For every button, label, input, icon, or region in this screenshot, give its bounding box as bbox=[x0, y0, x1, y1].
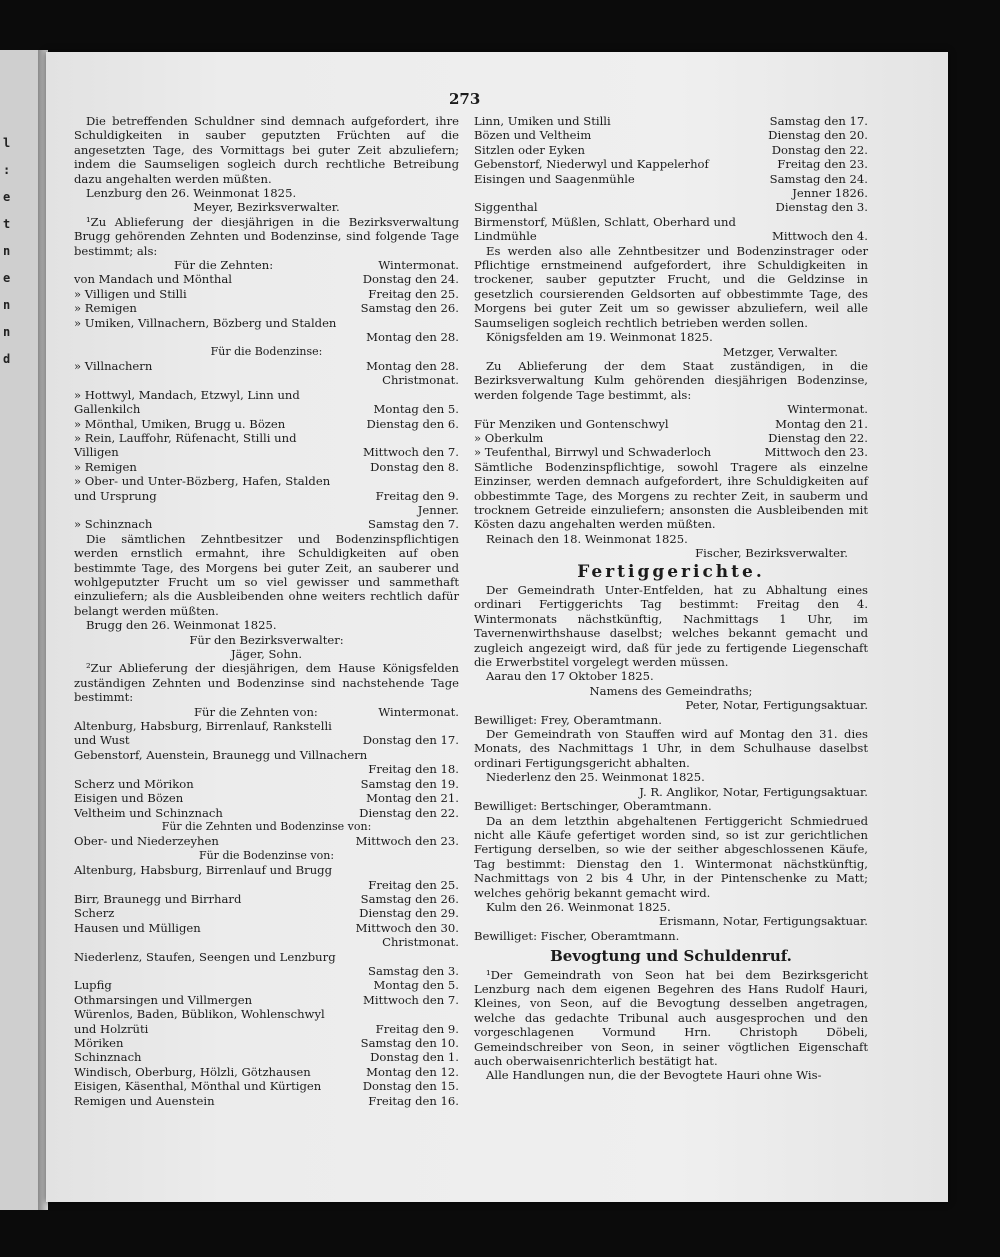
delivery-date: Montag den 5. bbox=[373, 402, 459, 417]
list-item bbox=[74, 950, 459, 964]
table-subheader: Für die Zehnten und Bodenzinse von: bbox=[161, 819, 372, 833]
place-name: Ober- und Niederzeyhen bbox=[74, 834, 219, 849]
list-item bbox=[74, 1050, 459, 1064]
list-item bbox=[74, 762, 459, 776]
place-name: Lupfig bbox=[74, 978, 112, 993]
delivery-date: Freitag den 9. bbox=[375, 1021, 459, 1036]
paragraph: Es werden also alle Zehntbesitzer und Bodenzinstrager oder Pflichtige ernstmeinend aufgefordert, ihre Schuldigkeiten in trockener, sauber geputzter Frucht, und die Geldzinse in gesetzlich coursierenden Geldsorten auf obbestimmte Tage, des Morgens bei guter Zeit um so gewisser abzuliefern, weil alle Saumseligen sogleich rechtlich betrieben werden sollen. bbox=[474, 243, 868, 330]
list-item bbox=[74, 777, 459, 791]
delivery-date: Dienstag den 22. bbox=[359, 805, 459, 820]
list-item bbox=[74, 921, 459, 935]
delivery-date: Dienstag den 20. bbox=[768, 128, 868, 143]
paragraph: Sämtliche Bodenzinspflichtige, sowohl Tragere als einzelne Einzinser, werden demnach aufgefordert, ihre Schuldigkeiten auf obbestimmte Tage, des Morgens zu rechter Zeit, in sauberm und trocknem Getreide einzuliefern; ansonsten die Ausbleibenden mit Kösten dazu angehalten werden müßten. bbox=[474, 459, 868, 532]
list-item bbox=[74, 719, 459, 733]
delivery-date: Dienstag den 29. bbox=[359, 906, 459, 921]
month-label: Wintermonat. bbox=[787, 402, 868, 417]
schedule-list bbox=[74, 863, 459, 1108]
left-column bbox=[74, 114, 459, 1108]
list-item bbox=[74, 1094, 459, 1108]
list-item bbox=[474, 186, 868, 200]
paragraph: Zu Ablieferung der dem Staat zuständigen, in die Bezirksverwaltung Kulm gehörenden diesjährigen Bodenzinse, werden folgende Tage bestimmt, als: bbox=[474, 358, 868, 402]
place-name: » Villnachern bbox=[74, 358, 153, 373]
place-name: » Remigen bbox=[74, 459, 137, 474]
list-item bbox=[74, 878, 459, 892]
previous-page-text: l : e t n e n n d bbox=[3, 136, 11, 366]
list-item bbox=[74, 1007, 459, 1021]
place-name: » Schinznach bbox=[74, 517, 153, 532]
table-subheader: Für die Bodenzinse: bbox=[210, 344, 323, 358]
signature: Jäger, Sohn. bbox=[230, 647, 303, 662]
list-item bbox=[74, 431, 459, 445]
list-item bbox=[474, 431, 868, 445]
list-item bbox=[474, 445, 868, 459]
dateline: Königsfelden am 19. Weinmonat 1825. bbox=[486, 330, 713, 345]
delivery-date: Montag den 28. bbox=[366, 330, 459, 345]
place-name: Lindmühle bbox=[474, 229, 537, 244]
schedule-list bbox=[474, 114, 868, 244]
place-name: Villigen bbox=[74, 445, 119, 460]
signature: Erismann, Notar, Fertigungsaktuar. bbox=[658, 914, 868, 929]
paragraph: Alle Handlungen nun, die der Bevogtete Hauri ohne Wis- bbox=[486, 1068, 822, 1083]
list-item bbox=[74, 993, 459, 1007]
list-item bbox=[474, 172, 868, 186]
delivery-date: Samstag den 3. bbox=[368, 963, 459, 978]
previous-page-edge bbox=[0, 50, 39, 1210]
paragraph: Der Gemeindrath von Stauffen wird auf Montag den 31. dies Monats, des Nachmittags 1 Uhr, in dem Schulhause daselbst ordinari Fertigungsgericht abhalten. bbox=[474, 727, 868, 770]
list-item bbox=[74, 316, 459, 330]
dateline: Kulm den 26. Weinmonat 1825. bbox=[486, 899, 671, 914]
approval-line: Bewilliget: Frey, Oberamtmann. bbox=[474, 712, 662, 727]
place-name: Windisch, Oberburg, Hölzli, Götzhausen bbox=[74, 1064, 311, 1079]
delivery-date: Donstag den 22. bbox=[771, 142, 868, 157]
paragraph: ²Zur Ablieferung der diesjährigen, dem Hause Königsfelden zuständigen Zehnten und Bodenzinse sind nachstehende Tage bestimmt: bbox=[74, 661, 459, 705]
place-name: » Ober- und Unter-Bözberg, Hafen, Stalden bbox=[74, 474, 331, 489]
paragraph: Die sämtlichen Zehntbesitzer und Bodenzinspflichtigen werden ernstlich ermahnt, ihre Schuldigkeiten auf oben bestimmte Tage, des Morgens bei guter Zeit, an sauberer und wohlgeputzter Frucht um so viel gewisser und sammethaft einzuliefern; als die Ausbleibenden ohne weiters rechtlich dafür belangt werden müßten. bbox=[74, 531, 459, 618]
place-name: Linn, Umiken und Stilli bbox=[474, 114, 611, 128]
delivery-date: Montag den 21. bbox=[366, 791, 459, 806]
place-name: Hausen und Mülligen bbox=[74, 920, 201, 935]
delivery-date: Freitag den 9. bbox=[375, 488, 459, 503]
delivery-date: Christmonat. bbox=[382, 373, 459, 388]
dateline: Brugg den 26. Weinmonat 1825. bbox=[86, 618, 277, 633]
list-item bbox=[74, 402, 459, 416]
list-item bbox=[474, 215, 868, 229]
list-item bbox=[474, 114, 868, 128]
schedule-list bbox=[74, 272, 459, 344]
place-name: Bözen und Veltheim bbox=[474, 128, 592, 143]
list-item bbox=[74, 388, 459, 402]
place-name: Möriken bbox=[74, 1036, 124, 1050]
place-name: Eisigen und Bözen bbox=[74, 791, 184, 806]
approval-line: Bewilliget: Bertschinger, Oberamtmann. bbox=[474, 799, 712, 814]
list-item bbox=[74, 503, 459, 517]
list-item bbox=[474, 157, 868, 171]
paragraph: ¹Der Gemeindrath von Seon hat bei dem Bezirksgericht Lenzburg nach dem eigenen Begehren des Hans Rudolf Hauri, Kleines, von Seon, auf die Bevogtung desselben angetragen, welche das gedachte Tribunal auch ausgesprochen und den vorgeschlagenen Vormund Hrn. Christoph Döbeli, Gemeindschreiber von Seon, in seiner vögtlichen Eigenschaft auch oberwaisenrichterlich bestätigt hat. bbox=[474, 967, 868, 1068]
delivery-date: Mittwoch den 7. bbox=[363, 992, 459, 1007]
list-item bbox=[74, 460, 459, 474]
place-name: Scherz und Mörikon bbox=[74, 776, 194, 791]
place-name: Würenlos, Baden, Büblikon, Wohlenschwyl bbox=[74, 1007, 325, 1022]
list-item bbox=[474, 417, 868, 431]
place-name: Sitzlen oder Eyken bbox=[474, 142, 585, 157]
place-name: Scherz bbox=[74, 906, 115, 921]
approval-line: Bewilliget: Fischer, Oberamtmann. bbox=[474, 928, 680, 943]
list-item bbox=[74, 445, 459, 459]
signature: Peter, Notar, Fertigungsaktuar. bbox=[685, 698, 868, 713]
place-name: Veltheim und Schinznach bbox=[74, 805, 223, 820]
signature: Metzger, Verwalter. bbox=[722, 344, 838, 359]
section-heading: Bevogtung und Schuldenruf. bbox=[550, 947, 792, 966]
place-name: Remigen und Auenstein bbox=[74, 1093, 215, 1108]
delivery-date: Jenner. bbox=[417, 502, 459, 517]
list-item bbox=[74, 863, 459, 877]
place-name: und Ursprung bbox=[74, 488, 157, 503]
place-name: Eisingen und Saagenmühle bbox=[474, 171, 635, 186]
place-name: Othmarsingen und Villmergen bbox=[74, 992, 253, 1007]
list-item bbox=[74, 287, 459, 301]
delivery-date: Donstag den 1. bbox=[370, 1050, 459, 1065]
delivery-date: Montag den 12. bbox=[366, 1064, 459, 1079]
place-name: » Oberkulm bbox=[474, 430, 544, 445]
list-item bbox=[74, 733, 459, 747]
place-name: von Mandach und Mönthal bbox=[74, 272, 233, 287]
delivery-date: Freitag den 25. bbox=[368, 877, 459, 892]
place-name: » Villigen und Stilli bbox=[74, 286, 187, 301]
place-name: Niederlenz, Staufen, Seengen und Lenzburg bbox=[74, 949, 336, 964]
delivery-date: Donstag den 8. bbox=[370, 459, 459, 474]
list-item bbox=[74, 417, 459, 431]
schedule-list bbox=[474, 417, 868, 460]
delivery-date: Freitag den 18. bbox=[368, 762, 459, 777]
place-name: Für Menziken und Gontenschwyl bbox=[474, 416, 669, 431]
delivery-date: Donstag den 15. bbox=[362, 1079, 459, 1094]
paragraph: Der Gemeindrath Unter-Entfelden, hat zu Abhaltung eines ordinari Fertiggerichts Tag bestimmt: Freitag den 4. Wintermonats nächstkünftig, Nachmittags 1 Uhr, im Tavernenwirthshause daselbst; welches bekannt gemacht und zugleich angezeigt wird, daß für jede zu fertigende Liegenschaft die Erwerbstitel vorgelegt werden müssen. bbox=[474, 583, 868, 670]
list-item bbox=[74, 791, 459, 805]
table-subheader: Für die Bodenzinse von: bbox=[198, 848, 335, 862]
delivery-date: Samstag den 10. bbox=[360, 1036, 459, 1050]
list-item bbox=[74, 806, 459, 820]
delivery-date: Donstag den 17. bbox=[362, 733, 459, 748]
list-item bbox=[474, 229, 868, 243]
signature: Meyer, Bezirksverwalter. bbox=[193, 200, 340, 215]
list-item bbox=[474, 128, 868, 142]
delivery-date: Jenner 1826. bbox=[792, 186, 868, 201]
schedule-list bbox=[74, 359, 459, 532]
delivery-date: Samstag den 26. bbox=[360, 891, 459, 906]
delivery-date: Freitag den 25. bbox=[368, 286, 459, 301]
place-name: und Holzrüti bbox=[74, 1021, 149, 1036]
dateline: Lenzburg den 26. Weinmonat 1825. bbox=[86, 186, 297, 201]
place-name: Birr, Braunegg und Birrhard bbox=[74, 891, 242, 906]
schedule-list bbox=[74, 719, 459, 820]
list-item bbox=[74, 748, 459, 762]
place-name: » Hottwyl, Mandach, Etzwyl, Linn und bbox=[74, 387, 300, 402]
list-item bbox=[74, 1036, 459, 1050]
signature: Namens des Gemeindraths; bbox=[589, 683, 753, 698]
delivery-date: Freitag den 23. bbox=[777, 157, 868, 172]
list-item bbox=[74, 359, 459, 373]
place-name: Altenburg, Habsburg, Birrenlauf und Brugg bbox=[74, 863, 333, 878]
delivery-date: Samstag den 26. bbox=[360, 301, 459, 316]
section-heading: Fertiggerichte. bbox=[577, 561, 765, 582]
delivery-date: Montag den 5. bbox=[373, 978, 459, 993]
paragraph: Da an dem letzthin abgehaltenen Fertiggericht Schmiedrued nicht alle Käufe gefertiget worden sind, so ist zur gerichtlichen Fertigung derselben, so wie der seither abgeschlossenen Käufe, Tag bestimmt: Dienstag den 1. Wintermonat nächstkünftig, Nachmittags von 2 bis 4 Uhr, in der Pintenschenke zu Matt; welches gehörig bekannt gemacht wird. bbox=[474, 813, 868, 900]
delivery-date: Samstag den 17. bbox=[769, 114, 868, 128]
delivery-date: Mittwoch den 23. bbox=[355, 834, 459, 849]
list-item bbox=[74, 1065, 459, 1079]
newspaper-page bbox=[46, 52, 948, 1202]
list-item bbox=[74, 1022, 459, 1036]
delivery-date: Mittwoch den 23. bbox=[764, 445, 868, 460]
place-name: » Remigen bbox=[74, 301, 137, 316]
delivery-date: Mittwoch den 30. bbox=[355, 920, 459, 935]
list-item bbox=[74, 834, 459, 848]
list-item bbox=[74, 1079, 459, 1093]
dateline: Reinach den 18. Weinmonat 1825. bbox=[486, 531, 688, 546]
delivery-date: Dienstag den 22. bbox=[768, 430, 868, 445]
delivery-date: Samstag den 24. bbox=[769, 171, 868, 186]
dateline: Aarau den 17 Oktober 1825. bbox=[486, 669, 654, 684]
list-item bbox=[74, 301, 459, 315]
table-subheader: Für die Zehnten von: Wintermonat. bbox=[194, 704, 459, 719]
table-subheader: Für die Zehnten: Wintermonat. bbox=[174, 258, 459, 273]
signature: Für den Bezirksverwalter: bbox=[189, 632, 344, 647]
list-item bbox=[74, 517, 459, 531]
list-item bbox=[74, 935, 459, 949]
place-name: Eisigen, Käsenthal, Mönthal und Kürtigen bbox=[74, 1079, 322, 1094]
list-item bbox=[74, 474, 459, 488]
place-name: » Umiken, Villnachern, Bözberg und Stalden bbox=[74, 315, 337, 330]
signature: Fischer, Bezirksverwalter. bbox=[695, 546, 848, 561]
place-name: Gebenstorf, Auenstein, Braunegg und Villnachern bbox=[74, 747, 368, 762]
delivery-date: Dienstag den 3. bbox=[775, 200, 868, 215]
signature: J. R. Anglikor, Notar, Fertigungsaktuar. bbox=[639, 784, 868, 799]
delivery-date: Samstag den 19. bbox=[360, 776, 459, 791]
list-item bbox=[74, 906, 459, 920]
right-column bbox=[474, 114, 868, 1083]
place-name: Siggenthal bbox=[474, 200, 538, 215]
place-name: » Teufenthal, Birrwyl und Schwaderloch bbox=[474, 445, 712, 460]
dateline: Niederlenz den 25. Weinmonat 1825. bbox=[486, 770, 705, 785]
place-name: » Rein, Lauffohr, Rüfenacht, Stilli und bbox=[74, 430, 297, 445]
place-name: » Mönthal, Umiken, Brugg u. Bözen bbox=[74, 416, 286, 431]
list-item bbox=[74, 330, 459, 344]
place-name: Altenburg, Habsburg, Birrenlauf, Rankstelli bbox=[74, 719, 332, 734]
list-item bbox=[74, 272, 459, 286]
list-item bbox=[474, 200, 868, 214]
delivery-date: Samstag den 7. bbox=[368, 517, 459, 532]
place-name: Gebenstorf, Niederwyl und Kappelerhof bbox=[474, 157, 709, 172]
delivery-date: Montag den 21. bbox=[775, 416, 868, 431]
place-name: Gallenkilch bbox=[74, 402, 141, 417]
list-item bbox=[74, 373, 459, 387]
place-name: Schinznach bbox=[74, 1050, 142, 1065]
delivery-date: Freitag den 16. bbox=[368, 1093, 459, 1108]
delivery-date: Mittwoch den 4. bbox=[772, 229, 868, 244]
delivery-date: Donstag den 24. bbox=[362, 272, 459, 287]
page-number: 273 bbox=[449, 90, 481, 108]
list-item bbox=[74, 978, 459, 992]
schedule-list bbox=[74, 834, 459, 848]
list-item bbox=[74, 489, 459, 503]
list-item bbox=[474, 143, 868, 157]
delivery-date: Dienstag den 6. bbox=[366, 416, 459, 431]
list-item bbox=[74, 892, 459, 906]
delivery-date: Christmonat. bbox=[382, 935, 459, 950]
place-name: Birmenstorf, Müßlen, Schlatt, Oberhard und bbox=[474, 214, 736, 229]
place-name: und Wust bbox=[74, 733, 130, 748]
list-item bbox=[74, 964, 459, 978]
delivery-date: Mittwoch den 7. bbox=[363, 445, 459, 460]
delivery-date: Montag den 28. bbox=[366, 358, 459, 373]
paragraph: Die betreffenden Schuldner sind demnach aufgefordert, ihre Schuldigkeiten in sauber geputzten Früchten auf die angesetzten Tage, des Vormittags bei guter Zeit abzuliefern; indem die Saumseligen sogleich durch rechtliche Betreibung dazu angehalten werden müßten. bbox=[74, 114, 459, 186]
paragraph: ¹Zu Ablieferung der diesjährigen in die Bezirksverwaltung Brugg gehörenden Zehnten und Bodenzinse, sind folgende Tage bestimmt; als: bbox=[74, 214, 459, 258]
